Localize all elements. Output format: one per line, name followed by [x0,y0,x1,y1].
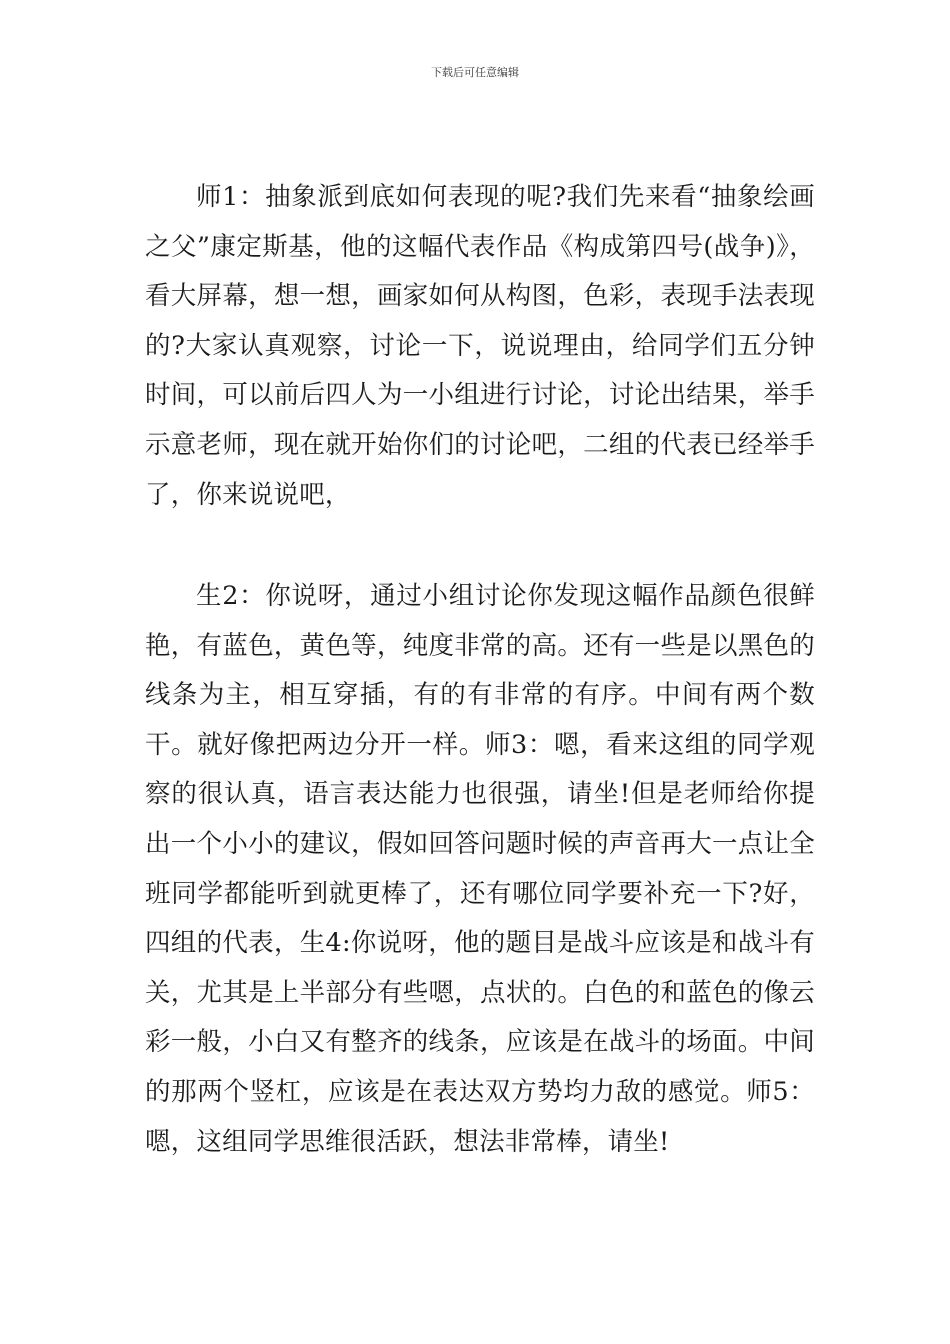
paragraph-teacher-question: 师1：抽象派到底如何表现的呢?我们先来看“抽象绘画之父”康定斯基，他的这幅代表作品《构成第四号(战争)》，看大屏幕，想一想，画家如何从构图，色彩，表现手法表现的?大家认真观察，讨论一下，说说理由，给同学们五分钟时间，可以前后四人为一小组进行讨论，讨论出结果，举手示意老师，现在就开始你们的讨论吧，二组的代表已经举手了，你来说说吧， [145,182,815,510]
paragraph-student-discussion: 生2：你说呀，通过小组讨论你发现这幅作品颜色很鲜艳，有蓝色，黄色等，纯度非常的高。还有一些是以黑色的线条为主，相互穿插，有的有非常的有序。中间有两个数干。就好像把两边分开一样。师3：嗯，看来这组的同学观察的很认真，语言表达能力也很强，请坐!但是老师给你提出一个小小的建议，假如回答问题时候的声音再大一点让全班同学都能听到就更棒了，还有哪位同学要补充一下?好，四组的代表，生4:你说呀，他的题目是战斗应该是和战斗有关，尤其是上半部分有些嗯，点状的。白色的和蓝色的像云彩一般，小白又有整齐的线条，应该是在战斗的场面。中间的那两个竖杠，应该是在表达双方势均力敌的感觉。师5：嗯，这组同学思维很活跃，想法非常棒，请坐! [145,581,815,1157]
header-note: 下载后可任意编辑 [431,66,519,79]
